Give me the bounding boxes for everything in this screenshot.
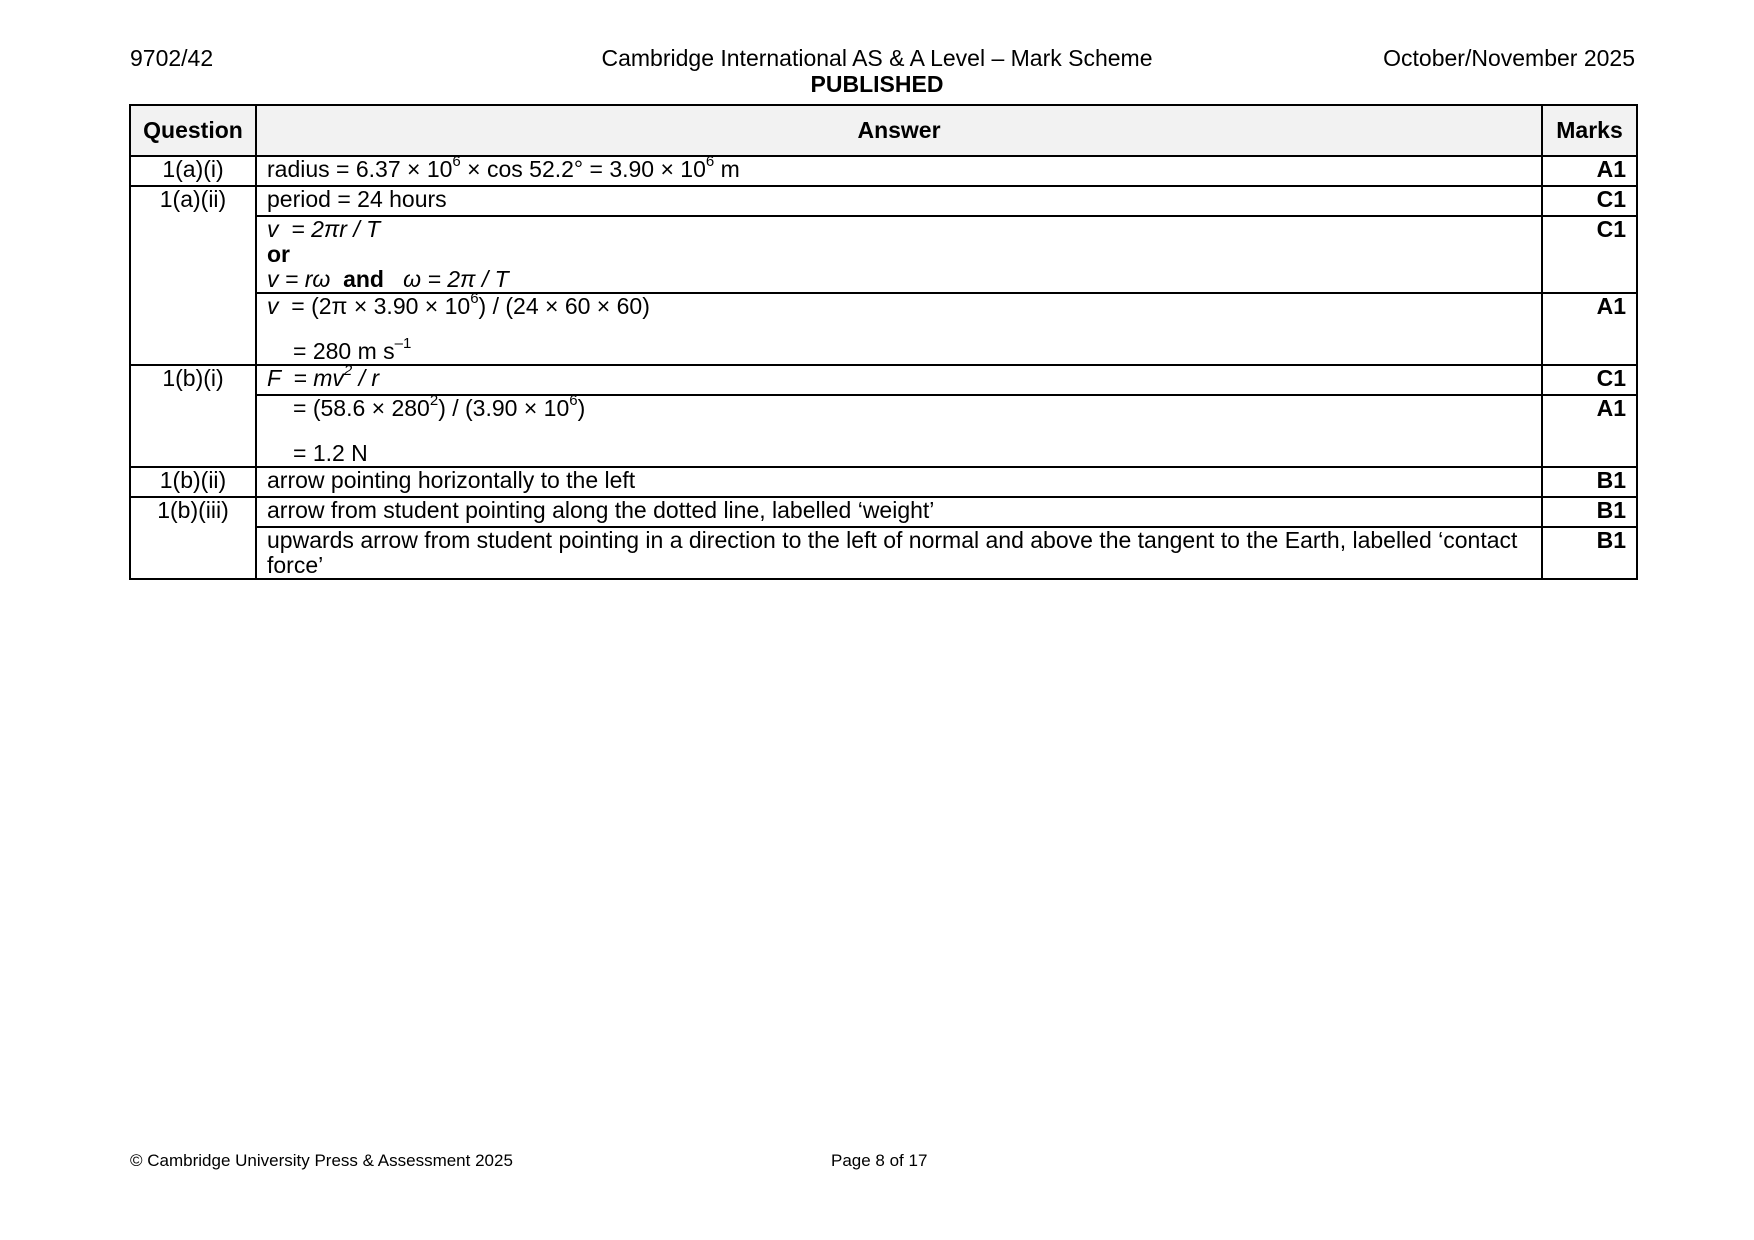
answer-cell — [256, 290, 1542, 365]
answer-text: = (58.6 × 280 — [293, 395, 430, 421]
mark-value: C1 — [1542, 365, 1637, 395]
exponent: 6 — [705, 153, 715, 171]
answer-text: v = rω — [267, 266, 331, 292]
answer-line: = 1.2 N — [293, 440, 368, 466]
question-number: 1(b)(ii) — [130, 467, 256, 497]
mark-value: C1 — [1542, 186, 1637, 216]
table-row — [130, 216, 1637, 293]
document-title: Cambridge International AS & A Level – Mark Scheme — [601, 45, 1153, 71]
exam-session: October/November 2025 — [1383, 45, 1635, 71]
answer-text: = (2π × 3.90 × 10 — [291, 293, 471, 319]
answer-text: = mv — [280, 365, 344, 391]
table-header-row — [130, 105, 1637, 156]
mark-value: C1 — [1542, 216, 1637, 293]
published-label: PUBLISHED — [810, 71, 944, 97]
table-row — [130, 156, 1637, 186]
answer-text: ) / (3.90 × 10 — [438, 395, 570, 421]
question-number: 1(b)(iii) — [130, 497, 256, 579]
document-code: 9702/42 — [130, 45, 214, 71]
mark-value: A1 — [1542, 395, 1637, 467]
table-row — [130, 467, 1637, 497]
question-number: 1(b)(i) — [130, 365, 256, 467]
question-number: 1(a)(ii) — [130, 186, 256, 365]
answer-cell — [256, 362, 1542, 395]
answer-text: × cos 52.2° = 3.90 × 10 — [460, 156, 706, 182]
answer-text: period = 24 hours — [256, 186, 1542, 216]
page-number: Page 8 of 17 — [831, 1151, 928, 1170]
answer-cell — [256, 392, 1542, 467]
answer-text: ) / (24 × 60 × 60) — [478, 293, 650, 319]
copyright-notice: © Cambridge University Press & Assessment 2025 — [130, 1151, 513, 1170]
answer-text: = 2πr / T — [278, 216, 381, 242]
question-number: 1(a)(i) — [130, 156, 256, 186]
answer-text: ) — [577, 395, 586, 421]
marks-column-header: Marks — [1542, 105, 1637, 156]
table-row — [130, 186, 1637, 216]
answer-text: ω = 2π / T — [403, 266, 509, 292]
variable: F — [267, 365, 281, 391]
mark-value: B1 — [1542, 527, 1637, 579]
answer-line — [267, 335, 1531, 364]
answer-text: = 280 m s — [293, 338, 395, 364]
answer-text: / r — [352, 365, 380, 391]
answer-cell — [256, 153, 1542, 186]
alternative-label: or — [267, 241, 290, 267]
answer-cell — [256, 216, 1542, 293]
table-row — [130, 395, 1637, 467]
exponent: 6 — [452, 153, 461, 171]
exponent: 2 — [343, 362, 353, 380]
table-row — [130, 365, 1637, 395]
question-column-header: Question — [130, 105, 256, 156]
table-row — [130, 527, 1637, 579]
answer-text: radius = 6.37 × 10 — [267, 156, 453, 182]
answer-line — [267, 392, 1531, 421]
variable: v — [267, 293, 279, 319]
answer-text: arrow pointing horizontally to the left — [256, 467, 1542, 497]
answer-line — [267, 217, 1531, 242]
mark-scheme-table — [129, 104, 1638, 580]
table-row — [130, 293, 1637, 365]
mark-value: B1 — [1542, 467, 1637, 497]
exponent: 6 — [569, 392, 578, 410]
variable: v — [267, 216, 279, 242]
answer-column-header: Answer — [256, 105, 1542, 156]
answer-line — [267, 267, 1531, 292]
table-row — [130, 497, 1637, 527]
answer-text: upwards arrow from student pointing in a direction to the left of normal and above the tangent to the Earth, labelled ‘contact force’ — [256, 527, 1542, 579]
exponent: –1 — [394, 335, 412, 353]
mark-value: A1 — [1542, 156, 1637, 186]
answer-line — [267, 290, 1531, 319]
conjunction: and — [343, 266, 384, 292]
answer-text: arrow from student pointing along the dotted line, labelled ‘weight’ — [256, 497, 1542, 527]
exponent: 6 — [470, 290, 479, 308]
answer-text: m — [714, 156, 740, 182]
exponent: 2 — [429, 392, 439, 410]
mark-value: B1 — [1542, 497, 1637, 527]
mark-value: A1 — [1542, 293, 1637, 365]
